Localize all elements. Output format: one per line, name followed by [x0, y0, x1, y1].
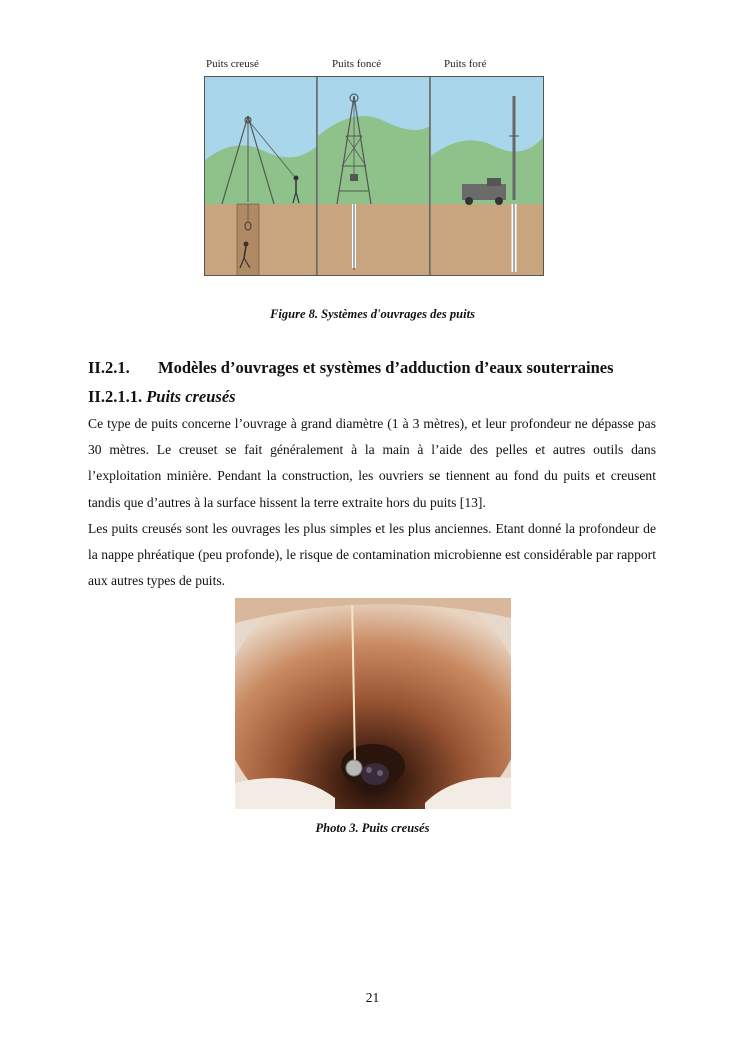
- subsection-heading-number: II.2.1.1.: [88, 387, 143, 406]
- figure-8-illustration: [204, 58, 544, 276]
- section-heading: [88, 358, 614, 378]
- paragraph-2: Les puits creusés sont les ouvrages les plus simples et les plus anciennes. Etant donné la profondeur de la nappe phréatique (peu profonde), le risque de contamination microbienne est considérable par rapport aux autres types de puits.: [88, 521, 656, 589]
- panel-puits-fore: [431, 76, 544, 276]
- paragraph-1: Ce type de puits concerne l’ouvrage à grand diamètre (1 à 3 mètres), et leur profondeur ne dépasse pas 30 mètres. Le creuset se fait généralement à la main à l’aide des pelles et autres outils dans l’exploitation minière. Pendant la construction, les ouvriers se tiennent au fond du puits et creusent tandis que d’autres à la surface hissent la terre extraite hors du puits [13].: [88, 416, 656, 510]
- panel-label-puits-fonce: Puits foncé: [332, 58, 382, 70]
- panel-puits-fonce: [318, 76, 430, 276]
- subsection-heading-title: Puits creusés: [146, 387, 236, 406]
- page-number: 21: [365, 990, 380, 1005]
- panel-label-puits-creuse: Puits creusé: [206, 58, 259, 70]
- subsection-heading: [88, 387, 236, 407]
- section-heading-title: Modèles d’ouvrages et systèmes d’adduction d’eaux souterraines: [158, 358, 614, 377]
- photo-3-caption: Photo 3. Puits creusés: [315, 821, 430, 835]
- figure-8-caption: Figure 8. Systèmes d'ouvrages des puits: [270, 307, 475, 321]
- panel-puits-creuse: [204, 76, 317, 276]
- wells-drawing: [204, 76, 544, 276]
- panel-label-puits-fore: Puits foré: [444, 58, 487, 70]
- section-heading-number: II.2.1.: [88, 358, 130, 377]
- photo-3-dug-well: [235, 598, 511, 809]
